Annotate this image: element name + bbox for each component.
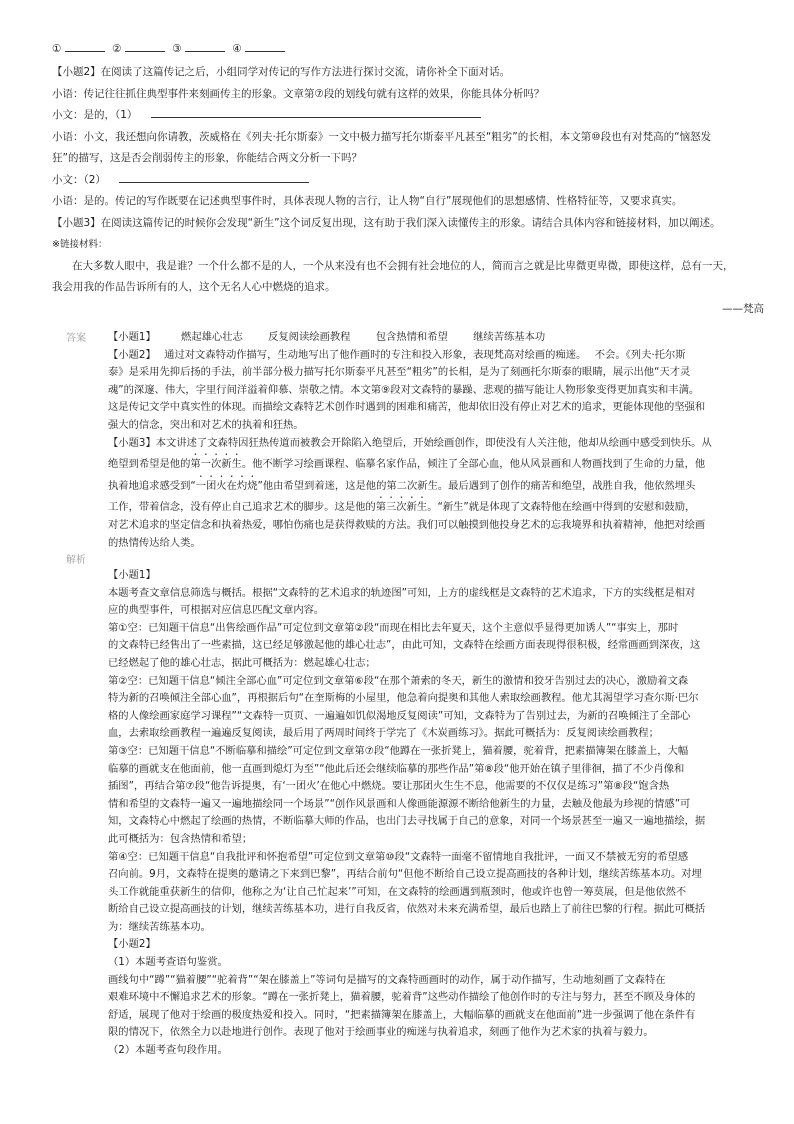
analysis-line: 艰难环境中不懈追求艺术的形象。“蹲在一张折凳上，猫着腰，驼着背”这些动作描绘了他创作时的专注与努力，甚至不顾及身体的 — [108, 991, 696, 1004]
analysis-line: 第①空：已知题干信息“出售绘画作品”可定位到文章第②段“而现在相比去年夏天，这个主意似乎显得更加诱人”“事实上，那时 — [108, 621, 679, 634]
analysis-line: 血，去索取绘画教程一遍遍反复阅读，最后用了两周时间终于学完了《木炭画练习》。据此可概括为：反复阅读绘画教程； — [108, 727, 659, 740]
text-run: 。“新生”就是体现了文森特他在绘画中得到的安慰和鼓励， — [427, 501, 696, 514]
answer-section — [108, 329, 753, 552]
emphasis-text: 一团火在灼烧 — [195, 479, 258, 492]
answer-q2-text: 强大的信念，突出和对艺术的执着和狂热。 — [108, 418, 304, 431]
analysis-line: 第②空：已知题干信息“倾注全部心血”可定位到文章第⑥段“在那个萧索的冬天，新生的激情和狡牙告别过去的决心，激励着文森 — [108, 674, 689, 687]
answer-blank-1[interactable] — [151, 106, 481, 118]
analysis-line: 【小题2】 — [108, 938, 156, 951]
text-run: 执着地追求感受到“ — [108, 479, 196, 492]
text-run: 。他不断学习绘画课程、临摹名家作品，倾注了全部心血，他从风景画和人物画找到了生命的力量，他 — [241, 458, 706, 471]
blank-line[interactable] — [185, 40, 225, 52]
question-dialogue — [52, 62, 764, 320]
answer-q2-text: 【小题2】 通过对文森特动作描写，生动地写出了他作画时的专注和投入形象，表现梵高对绘画的痴迷。 不会。《列夫·托尔斯 — [108, 348, 686, 361]
answer-q3-text — [108, 452, 753, 474]
question-section — [52, 40, 764, 60]
link-material-text: 在大多数人眼中，我是谁？一个什么都不是的人，一个从来没有也不会拥有社会地位的人，简而言之就是比卑微更卑微，即使这样，总有一天， — [72, 259, 734, 272]
answer-q3-text: 的热情传达给人类。 — [108, 536, 201, 549]
dialogue-line: 狂”的描写，这是否会削弱传主的形象，你能结合两文分析一下吗？ — [52, 152, 362, 164]
analysis-section — [108, 567, 753, 1060]
blank-line[interactable] — [125, 40, 165, 52]
link-material-text: 我会用我的作品告诉所有的人，这个无名人心中燃烧的追求。 — [52, 281, 336, 293]
analysis-line: 的文森特已经售出了一些素描，这已经足够激起他的雄心壮志”，由此可知，文森特在绘画方面表现得很积极，经常画画到深夜，这 — [108, 639, 701, 652]
answer-label: 答案 — [66, 333, 86, 344]
dialogue-line-with-blank — [52, 105, 764, 127]
analysis-line: 第③空：已知题干信息“不断临摹和描绘”可定位到文章第⑦段“他蹲在一张折凳上，猫着腰，驼着背，把素描簿架在膝盖上，大幅 — [108, 744, 689, 757]
analysis-line: 为：继续苦练基本功。 — [108, 920, 211, 933]
answer-blank-2[interactable] — [119, 171, 309, 183]
analysis-line: 插图”，再结合第⑦段“他告诉提奥，有‘一团火’在他心中燃烧。要让那团火生生不息，他需要的不仅仅是练习”第⑧段“饱含热 — [108, 780, 670, 793]
answer-q3-text — [108, 474, 753, 496]
q3-prompt: 【小题3】在阅读这篇传记的时候你会发现“新生”这个词反复出现，这有助于我们深入读懂传主的形象。请结合具体内容和链接材料，加以阐述。 — [52, 216, 721, 229]
analysis-line: 断给自己设立提高画技的计划，继续苦练基本功，进行自我反省，依然对未来充满希望，最后也踏上了前往巴黎的行程。据此可概括 — [108, 903, 706, 916]
analysis-line: 应的典型事件，可根据对应信息匹配文章内容。 — [108, 604, 325, 617]
analysis-line: 头工作就能重获新生的信仰，他称之为‘让自己忙起来’”可知，在文森特的绘画遇到瓶颈时，他或许也曾一筹莫展，但是他依然不 — [108, 885, 687, 898]
analysis-line: 本题考查文章信息筛选与概括。根据“文森特的艺术追求的轨迹图”可知，上方的虚线框是文森特的艺术追求，下方的实线框是相对 — [108, 586, 696, 599]
analysis-line: 此可概括为：包含热情和希望； — [108, 832, 253, 845]
analysis-line: 知，文森特心中燃起了绘画的热情，不断临摹大师的作品，也出门去寻找属于自己的意象，对同一个场景甚至一遍又一遍地描绘，据 — [108, 815, 706, 828]
blank-line[interactable] — [65, 40, 105, 52]
answer-q2-text: 这是传记文学中真实性的体现。而描绘文森特艺术创作时遇到的困难和痛苦，他却依旧没有停止对艺术的追求，更能体现他的坚强和 — [108, 401, 706, 414]
dialogue-line: 小语：传记往往抓住典型事件来刻画传主的形象。文章第⑦段的划线句就有这样的效果，你能具体分析吗？ — [52, 87, 545, 100]
blank-label: ④ — [232, 43, 242, 55]
answer-q1-head: 【小题1】 — [108, 331, 156, 343]
analysis-line: 画线句中“蹲”“猫着腰”“驼着背”“架在膝盖上”等词句是描写的文森特画画时的动作，属于动作描写，生动地刻画了文森特在 — [108, 973, 666, 986]
analysis-line: 特为新的召唤倾注全部心血”，再根据后句“在奎斯梅的小屋里，他急着向提奥和其他人索取绘画教程。他尤其渴望学习查尔斯·巴尔 — [108, 692, 699, 705]
text-run: 绝望到希望是他的 — [108, 458, 191, 471]
answer-q1 — [108, 329, 753, 347]
analysis-line: （1）本题考查语句鉴赏。 — [108, 956, 228, 969]
blank-label: ③ — [172, 43, 182, 55]
link-material-label: ※链接材料： — [52, 239, 108, 250]
analysis-label: 解析 — [66, 555, 86, 566]
dialogue-prefix: 小文：是的，（1） — [52, 109, 138, 121]
analysis-line: 情和希望的文森特一遍又一遍地描绘同一个场景”“创作风景画和人像画能源源不断给他新生的力量，去触及他最为珍视的情感”可 — [108, 797, 691, 810]
analysis-line: 临摹的画就支在他面前，他一直画到熄灯为至”“他此后还会继续临摹的那些作品”第⑧段“他开始在镇子里徘徊，描了不少肖像和 — [108, 762, 685, 775]
answer-keyword: 继续苦练基本功 — [473, 331, 546, 343]
answer-q2-text: 泰》是采用先抑后扬的手法，前半部分极力描写托尔斯泰平凡甚至“粗劣”的长相，是为了刻画托尔斯泰的眼睛，展示出他“天才灵 — [108, 366, 691, 379]
analysis-line: 舒适，展现了他对于绘画的极度热爱和投入。同时，“把素描簿架在膝盖上，大幅临摹的画就支在他面前”进一步强调了他在条件有 — [108, 1008, 696, 1021]
analysis-line: 格的人像绘画家庭学习课程”“文森特一页页、一遍遍如饥似渴地反复阅读”可知，文森特为了告别过去，为新的召唤倾注了全部心 — [108, 709, 691, 722]
answer-q3-text: 对艺术追求的坚定信念和执着热爱，哪怕伤痛也是获得救赎的方法。我们可以触摸到他投身艺术的忘我境界和执着精神，他把对绘画 — [108, 518, 706, 531]
dialogue-line: 小语：是的。传记的写作既要在记述典型事件时，具体表现人物的言行，让人物“自行”展现他们的思想感情、性格特征等，又要求真实。 — [52, 195, 683, 207]
dialogue-line: 小语：小文，我还想向你请教，茨威格在《列夫·托尔斯泰》一文中极力描写托尔斯泰平凡甚至“粗劣”的长相，本文第⑩段也有对梵高的“恼怒发 — [52, 130, 712, 143]
emphasis-text: 第一次新生 — [190, 458, 242, 471]
answer-blanks-row — [52, 40, 764, 60]
analysis-line: 【小题1】 — [108, 569, 156, 581]
analysis-line: （2）本题考查句段作用。 — [108, 1044, 228, 1057]
answer-keyword: 反复阅读绘画教程 — [268, 331, 351, 343]
analysis-line: 第④空：已知题干信息“自我批评和怀抱希望”可定位到文章第⑩段“文森特一面毫不留情地自我批评，一面又不禁被无穷的希望感 — [108, 850, 689, 863]
dialogue-prefix: 小文：（2） — [52, 173, 106, 186]
blank-line[interactable] — [245, 40, 285, 52]
analysis-line: 已经燃起了他的雄心壮志，据此可概括为：燃起雄心壮志； — [108, 656, 376, 669]
answer-q3-text — [108, 495, 753, 517]
link-material-signature: ——梵高 — [722, 302, 764, 315]
emphasis-text: 第三次新生 — [375, 501, 428, 514]
text-run: ”他由希望到着迷，这是他的第二次新生。最后遇到了创作的痛苦和绝望，战胜自我，他依然埋头 — [257, 479, 696, 492]
analysis-line: 限的情况下，依然全力以赴地进行创作。表现了他对于绘画事业的痴迷与执着追求，刻画了他作为艺术家的执着与毅力。 — [108, 1026, 654, 1039]
answer-q3-text: 【小题3】本文讲述了文森特因狂热传道而被教会开除陷入绝望后，开始绘画创作，即使没有人关注他，他却从绘画中感受到快乐。从 — [108, 436, 712, 449]
answer-q2-text: 魂”的深邃、伟大，字里行间洋溢着仰慕、崇敬之情。本文第⑨段对文森特的暴躁、悲观的描写能让人物形象变得更加真实和丰满。 — [108, 383, 700, 396]
analysis-line: 召向前。9月，文森特在提奥的邀请之下来到巴黎”，再结合前句“但他不断给自己设立提高画技的各种计划，继续苦练基本功。对埋 — [108, 868, 702, 881]
blank-label: ① — [52, 43, 62, 55]
q2-prompt: 【小题2】在阅读了这篇传记之后，小组同学对传记的写作方法进行探讨交流，请你补全下面对话。 — [52, 66, 511, 78]
dialogue-line-with-blank — [52, 170, 764, 192]
answer-keyword: 燃起雄心壮志 — [181, 331, 243, 343]
answer-keyword: 包含热情和希望 — [375, 331, 448, 343]
text-run: 工作，带着信念，没有停止自己追求艺术的脚步。这是他的 — [108, 501, 376, 514]
blank-label: ② — [112, 43, 122, 55]
